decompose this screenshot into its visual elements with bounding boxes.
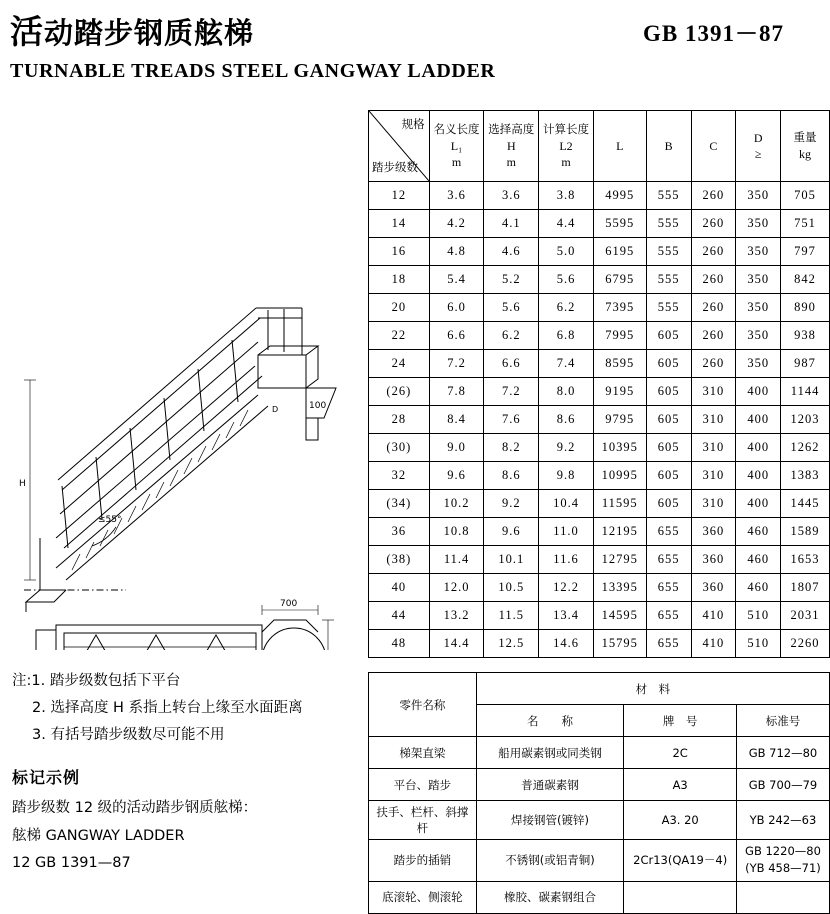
cell-D: 350 [736, 210, 781, 238]
header-weight-cn: 重量 [793, 130, 817, 145]
cell-nominal-length: 11.4 [429, 546, 484, 574]
header-D-label: D [753, 130, 763, 145]
cell-steps: 36 [369, 518, 430, 546]
table-row [369, 434, 830, 462]
cell-standard: GB 712—80 [736, 737, 829, 769]
cell-nominal-length: 4.2 [429, 210, 484, 238]
table-row [369, 238, 830, 266]
table-row [369, 210, 830, 238]
cell-steps: 40 [369, 574, 430, 602]
cell-nominal-length: 3.6 [429, 182, 484, 210]
cell-L: 12795 [593, 546, 646, 574]
cell-calc-length: 9.2 [539, 434, 594, 462]
cell-weight: 1203 [781, 406, 830, 434]
cell-steps: 44 [369, 602, 430, 630]
cell-C: 410 [691, 630, 736, 658]
materials-row [369, 801, 830, 840]
cell-nominal-length: 7.2 [429, 350, 484, 378]
table-row [369, 182, 830, 210]
cell-C: 310 [691, 378, 736, 406]
cell-calc-length: 9.8 [539, 462, 594, 490]
header-select-height [484, 111, 539, 182]
cell-nominal-length: 7.8 [429, 378, 484, 406]
table-row [369, 462, 830, 490]
cell-steps: (34) [369, 490, 430, 518]
header-select-height-unit: m [506, 154, 516, 169]
marking-example-title: 标记示例 [12, 768, 81, 787]
cell-D: 350 [736, 294, 781, 322]
cell-D: 350 [736, 182, 781, 210]
cell-nominal-length: 5.4 [429, 266, 484, 294]
cell-steps: 12 [369, 182, 430, 210]
cell-L: 10395 [593, 434, 646, 462]
cell-D: 400 [736, 434, 781, 462]
page-title-en: TURNABLE TREADS STEEL GANGWAY LADDER [10, 60, 496, 83]
table-row [369, 630, 830, 658]
cell-select-height: 4.1 [484, 210, 539, 238]
drawing-dim-d: D [272, 405, 279, 414]
header-spec-bottom: 踏步级数 [372, 160, 418, 175]
cell-D: 400 [736, 406, 781, 434]
cell-C: 260 [691, 182, 736, 210]
header-spec-top: 规格 [401, 117, 425, 131]
cell-B: 605 [646, 434, 691, 462]
cell-select-height: 11.5 [484, 602, 539, 630]
cell-B: 605 [646, 322, 691, 350]
cell-brand: A3. 20 [624, 801, 737, 840]
title-row [10, 14, 820, 50]
cell-weight: 751 [781, 210, 830, 238]
marking-example-body [12, 795, 357, 878]
cell-calc-length: 5.0 [539, 238, 594, 266]
cell-select-height: 12.5 [484, 630, 539, 658]
cell-weight: 2260 [781, 630, 830, 658]
materials-row [369, 769, 830, 801]
cell-D: 350 [736, 322, 781, 350]
specification-table-head [369, 111, 830, 182]
notes-block [12, 668, 352, 748]
cell-weight: 938 [781, 322, 830, 350]
cell-D: 350 [736, 238, 781, 266]
marking-line-1: 踏步级数 12 级的活动踏步钢质舷梯： [12, 800, 258, 816]
cell-calc-length: 12.2 [539, 574, 594, 602]
cell-D: 510 [736, 602, 781, 630]
drawing-angle-label: ≤55° [98, 515, 122, 525]
cell-B: 555 [646, 238, 691, 266]
cell-weight: 1144 [781, 378, 830, 406]
cell-part: 底滚轮、侧滚轮 [369, 881, 477, 913]
cell-nominal-length: 4.8 [429, 238, 484, 266]
marking-line-2: 舷梯 GANGWAY LADDER [12, 827, 185, 844]
cell-D: 460 [736, 574, 781, 602]
cell-nominal-length: 9.6 [429, 462, 484, 490]
cell-calc-length: 11.0 [539, 518, 594, 546]
header-C: C [691, 111, 736, 182]
cell-calc-length: 5.6 [539, 266, 594, 294]
standard-number: GB 1391－87 [643, 21, 784, 47]
cell-weight: 987 [781, 350, 830, 378]
header-calc-length-cn: 计算长度 [543, 122, 589, 137]
cell-steps: 14 [369, 210, 430, 238]
cell-D: 510 [736, 630, 781, 658]
cell-weight: 797 [781, 238, 830, 266]
cell-C: 260 [691, 210, 736, 238]
cell-standard: GB 700—79 [736, 769, 829, 801]
cell-select-height: 9.2 [484, 490, 539, 518]
cell-weight: 1807 [781, 574, 830, 602]
cell-D: 460 [736, 518, 781, 546]
drawing-svg [6, 150, 356, 650]
cell-L: 7995 [593, 322, 646, 350]
table-row [369, 574, 830, 602]
table-row [369, 518, 830, 546]
cell-select-height: 7.6 [484, 406, 539, 434]
cell-calc-length: 8.6 [539, 406, 594, 434]
cell-C: 410 [691, 602, 736, 630]
cell-select-height: 10.5 [484, 574, 539, 602]
cell-select-height: 6.2 [484, 322, 539, 350]
materials-row [369, 840, 830, 882]
cell-D: 350 [736, 266, 781, 294]
cell-weight: 1653 [781, 546, 830, 574]
cell-D: 460 [736, 546, 781, 574]
materials-header-std: 标准号 [736, 705, 829, 737]
cell-C: 310 [691, 434, 736, 462]
cell-calc-length: 14.6 [539, 630, 594, 658]
cell-nominal-length: 13.2 [429, 602, 484, 630]
cell-steps: 32 [369, 462, 430, 490]
cell-L: 14595 [593, 602, 646, 630]
materials-row [369, 737, 830, 769]
cell-standard [736, 881, 829, 913]
cell-L: 9795 [593, 406, 646, 434]
cell-D: 350 [736, 350, 781, 378]
cell-material-name: 焊接钢管(镀锌) [476, 801, 624, 840]
cell-D: 400 [736, 462, 781, 490]
cell-nominal-length: 6.6 [429, 322, 484, 350]
header-nominal-length [429, 111, 484, 182]
materials-row [369, 881, 830, 913]
header-spec-corner [369, 111, 430, 182]
header-nominal-length-unit: m [451, 154, 462, 169]
cell-brand [624, 881, 737, 913]
cell-select-height: 5.2 [484, 266, 539, 294]
cell-calc-length: 10.4 [539, 490, 594, 518]
cell-select-height: 3.6 [484, 182, 539, 210]
cell-brand: 2Cr13(QA19－4) [624, 840, 737, 882]
materials-header-group: 材 料 [476, 673, 829, 705]
cell-B: 555 [646, 294, 691, 322]
cell-steps: 28 [369, 406, 430, 434]
cell-C: 260 [691, 266, 736, 294]
materials-header-part: 零件名称 [369, 673, 477, 737]
cell-L: 15795 [593, 630, 646, 658]
page-title-cn-rest: 动踏步钢质舷梯 [44, 16, 255, 50]
cell-B: 655 [646, 546, 691, 574]
table-row [369, 322, 830, 350]
marking-line-3: 12 GB 1391—87 [12, 855, 131, 872]
cell-nominal-length: 9.0 [429, 434, 484, 462]
cell-brand: 2C [624, 737, 737, 769]
cell-select-height: 7.2 [484, 378, 539, 406]
cell-steps: 48 [369, 630, 430, 658]
header-calc-length-sym: L2 [559, 138, 573, 153]
cell-steps: 18 [369, 266, 430, 294]
materials-header-row-1 [369, 673, 830, 705]
cell-select-height: 5.6 [484, 294, 539, 322]
cell-standard: GB 1220—80 (YB 458—71) [736, 840, 829, 882]
table-row [369, 406, 830, 434]
materials-table-body [369, 737, 830, 914]
cell-B: 655 [646, 630, 691, 658]
cell-calc-length: 11.6 [539, 546, 594, 574]
cell-select-height: 8.2 [484, 434, 539, 462]
drawing-dim-700: 700 [280, 599, 298, 609]
table-row [369, 490, 830, 518]
header-select-height-sym: H [506, 138, 516, 153]
cell-C: 310 [691, 462, 736, 490]
cell-select-height: 10.1 [484, 546, 539, 574]
cell-B: 555 [646, 182, 691, 210]
cell-nominal-length: 12.0 [429, 574, 484, 602]
cell-nominal-length: 10.8 [429, 518, 484, 546]
table-row [369, 602, 830, 630]
cell-L: 5595 [593, 210, 646, 238]
cell-L: 6195 [593, 238, 646, 266]
cell-weight: 1445 [781, 490, 830, 518]
cell-L: 8595 [593, 350, 646, 378]
cell-calc-length: 8.0 [539, 378, 594, 406]
cell-B: 605 [646, 378, 691, 406]
cell-brand: A3 [624, 769, 737, 801]
cell-L: 11595 [593, 490, 646, 518]
cell-nominal-length: 8.4 [429, 406, 484, 434]
header-nominal-length-cn: 名义长度 [433, 122, 480, 137]
cell-C: 260 [691, 350, 736, 378]
cell-L: 7395 [593, 294, 646, 322]
cell-material-name: 不锈钢(或铝青铜) [476, 840, 624, 882]
cell-weight: 705 [781, 182, 830, 210]
table-header-row [369, 111, 830, 182]
header-L: L [593, 111, 646, 182]
cell-B: 555 [646, 266, 691, 294]
cell-select-height: 6.6 [484, 350, 539, 378]
technical-drawing [6, 150, 356, 650]
cell-calc-length: 7.4 [539, 350, 594, 378]
header-nominal-length-sym: L₁ [450, 138, 463, 153]
cell-part: 踏步的插销 [369, 840, 477, 882]
header-calc-length [539, 111, 594, 182]
cell-calc-length: 6.2 [539, 294, 594, 322]
note-3: 3. 有括号踏步级数尽可能不用 [32, 726, 225, 743]
cell-steps: 24 [369, 350, 430, 378]
cell-weight: 1383 [781, 462, 830, 490]
cell-part: 平台、踏步 [369, 769, 477, 801]
cell-D: 400 [736, 490, 781, 518]
table-row [369, 378, 830, 406]
table-row [369, 294, 830, 322]
cell-L: 4995 [593, 182, 646, 210]
cell-C: 310 [691, 406, 736, 434]
header-weight [781, 111, 830, 182]
cell-weight: 1589 [781, 518, 830, 546]
cell-B: 605 [646, 462, 691, 490]
cell-calc-length: 6.8 [539, 322, 594, 350]
cell-calc-length: 13.4 [539, 602, 594, 630]
cell-B: 605 [646, 490, 691, 518]
cell-calc-length: 3.8 [539, 182, 594, 210]
cell-part: 梯架直梁 [369, 737, 477, 769]
header-calc-length-unit: m [561, 154, 571, 169]
cell-select-height: 8.6 [484, 462, 539, 490]
cell-select-height: 9.6 [484, 518, 539, 546]
cell-C: 260 [691, 322, 736, 350]
cell-part: 扶手、栏杆、斜撑杆 [369, 801, 477, 840]
drawing-dim-H: H [19, 479, 26, 489]
cell-steps: (30) [369, 434, 430, 462]
page-title-cn [10, 14, 254, 50]
cell-B: 605 [646, 406, 691, 434]
cell-standard: YB 242—63 [736, 801, 829, 840]
materials-table [368, 672, 830, 914]
cell-steps: 22 [369, 322, 430, 350]
cell-C: 260 [691, 238, 736, 266]
note-1: 注:1. 踏步级数包括下平台 [12, 673, 181, 689]
header-D [736, 111, 781, 182]
header-B: B [646, 111, 691, 182]
specification-table-body [369, 182, 830, 658]
cell-C: 260 [691, 294, 736, 322]
cell-L: 12195 [593, 518, 646, 546]
cell-nominal-length: 14.4 [429, 630, 484, 658]
cell-nominal-length: 6.0 [429, 294, 484, 322]
cell-weight: 890 [781, 294, 830, 322]
cell-steps: (26) [369, 378, 430, 406]
header-D-sym: ≥ [754, 147, 762, 161]
cell-C: 360 [691, 546, 736, 574]
cell-material-name: 普通碳素钢 [476, 769, 624, 801]
cell-L: 9195 [593, 378, 646, 406]
table-row [369, 350, 830, 378]
cell-B: 555 [646, 210, 691, 238]
table-row [369, 546, 830, 574]
cell-L: 10995 [593, 462, 646, 490]
cell-C: 360 [691, 518, 736, 546]
cell-steps: (38) [369, 546, 430, 574]
page-title-cn-first: 活 [10, 12, 44, 51]
header-select-height-cn: 选择高度 [488, 122, 535, 137]
cell-weight: 1262 [781, 434, 830, 462]
cell-B: 655 [646, 518, 691, 546]
page-header [10, 14, 820, 83]
cell-L: 6795 [593, 266, 646, 294]
cell-B: 605 [646, 350, 691, 378]
materials-header-brand: 牌 号 [624, 705, 737, 737]
cell-select-height: 4.6 [484, 238, 539, 266]
cell-B: 655 [646, 574, 691, 602]
materials-header-name: 名 称 [476, 705, 624, 737]
cell-D: 400 [736, 378, 781, 406]
cell-steps: 16 [369, 238, 430, 266]
cell-weight: 2031 [781, 602, 830, 630]
cell-L: 13395 [593, 574, 646, 602]
cell-material-name: 船用碳素钢或同类钢 [476, 737, 624, 769]
cell-calc-length: 4.4 [539, 210, 594, 238]
cell-B: 655 [646, 602, 691, 630]
drawing-dim-100: 100 [309, 401, 327, 411]
cell-weight: 842 [781, 266, 830, 294]
cell-C: 310 [691, 490, 736, 518]
note-2: 2. 选择高度 H 系指上转台上缘至水面距离 [32, 699, 303, 716]
cell-material-name: 橡胶、碳素钢组合 [476, 881, 624, 913]
header-weight-unit: kg [799, 146, 812, 161]
specification-table [368, 110, 830, 658]
materials-table-head [369, 673, 830, 737]
cell-C: 360 [691, 574, 736, 602]
table-row [369, 266, 830, 294]
cell-steps: 20 [369, 294, 430, 322]
cell-nominal-length: 10.2 [429, 490, 484, 518]
